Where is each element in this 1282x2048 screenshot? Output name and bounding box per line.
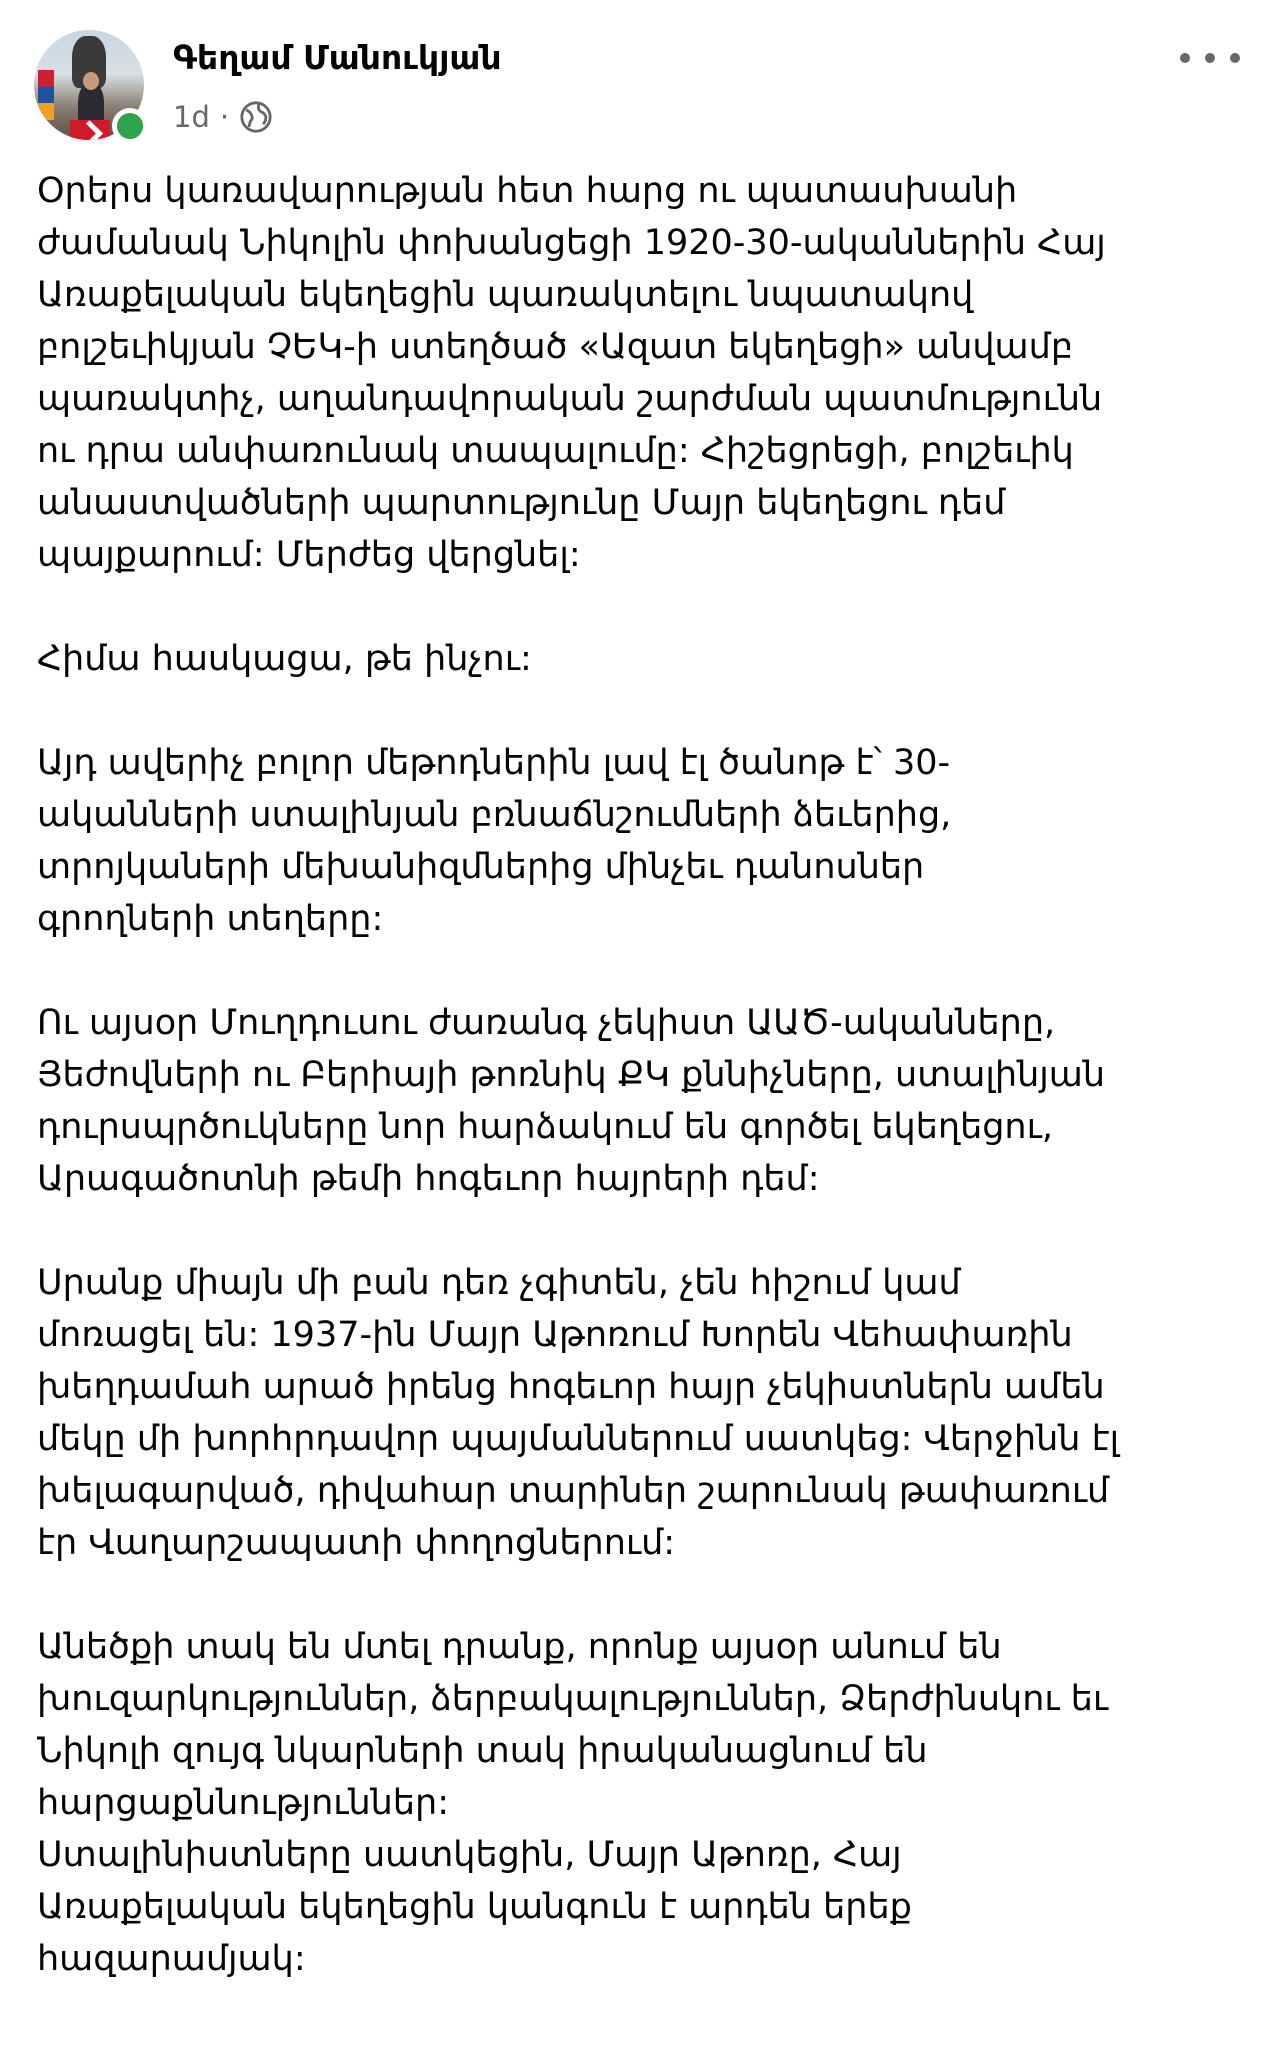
paragraph-1 [37,165,1257,581]
text-line: ու դրա անփառունակ տապալումը: Հիշեցրեցի, բոլշեւիկ [37,431,1074,471]
text-line: Ստալինիստները սատկեցին, Մայր Աթոռը, Հայ [37,1835,902,1875]
paragraph-5 [37,1257,1257,1569]
paragraph-2 [37,633,1257,685]
text-line: մոռացել են: 1937-ին Մայր Աթոռում Խորեն Վեհափառին [37,1315,1073,1355]
text-line: խեղդամահ արած իրենց հոգեւոր հայր չեկիստներն ամեն [37,1367,1105,1407]
person-head-shape [83,72,99,90]
text-line: էր Վաղարշապատի փողոցներում: [37,1523,676,1563]
text-line: Նիկոլի զույգ նկարների տակ իրականացնում են [37,1731,928,1771]
text-line: գրողների տեղերը: [37,899,384,939]
more-dot [1230,53,1240,63]
text-line: հարցաքննություններ: [37,1783,450,1823]
post-header [0,0,1282,150]
text-line: Արագածոտնի թեմի հոգեւոր հայրերի դեմ: [37,1159,820,1199]
text-line: պայքարում: Մերժեց վերցնել: [37,535,581,575]
more-dot [1180,53,1190,63]
text-line: Յեժովների ու Բերիայի թոռնիկ ՔԿ քննիչները, ստալինյան [37,1055,1106,1095]
paragraph-6 [37,1621,1257,1985]
flag-shape [38,70,54,120]
text-line: Սրանք միայն մի բան դեռ չգիտեն, չեն հիշում կամ [37,1263,961,1303]
meta-separator: · [219,100,230,134]
post-meta [173,97,273,137]
text-line: ականների ստալինյան բռնաճնշումների ձեւերից, [37,795,952,835]
text-line: Անեծքի տակ են մտել դրանք, որոնք այսօր անում են [37,1627,1002,1667]
text-line: մեկը մի խորհրդավոր պայմաններում սատկեց: Վերջինն էլ [37,1419,1120,1459]
text-line: բոլշեւիկյան ՉԵԿ-ի ստեղծած «Ազատ եկեղեցի» անվամբ [37,327,1074,367]
post-time[interactable]: 1d [173,100,210,134]
text-line: Առաքելական եկեղեցին կանգուն է արդեն երեք [37,1887,912,1927]
text-line: խելագարված, դիվահար տարիներ շարունակ թափառում [37,1471,1110,1511]
text-line: պառակտիչ, աղանդավորական շարժման պատմությունն [37,379,1103,419]
text-line: խուզարկություններ, ձերբակալություններ, Ձերժինսկու եւ [37,1679,1109,1719]
text-line: անաստվածների պարտությունը Մայր եկեղեցու դեմ [37,483,1006,523]
text-line: Առաքելական եկեղեցին պառակտելու նպատակով [37,275,974,315]
paragraph-3 [37,737,1257,945]
more-options-icon[interactable] [1180,38,1240,78]
text-line: Օրերս կառավարության հետ հարց ու պատասխանի [37,171,1018,211]
globe-icon[interactable] [239,100,273,134]
text-line: դուրսպրծուկները նոր հարձակում են գործել եկեղեցու, [37,1107,1053,1147]
text-line: Այդ ավերիչ բոլոր մեթոդներին լավ էլ ծանոթ է՝ 30- [37,743,951,783]
text-line: Հիմա հասկացա, թե ինչու: [37,639,532,679]
more-dot [1205,53,1215,63]
post-body [37,165,1257,1985]
online-status-dot [112,108,148,144]
text-line: Ու այսօր Մուղդուսու ժառանգ չեկիստ ԱԱԾ-ականները, [37,1003,1056,1043]
text-line: տրոյկաների մեխանիզմներից մինչեւ դանոսներ [37,847,925,887]
text-line: հազարամյակ: [37,1939,306,1979]
paragraph-4 [37,997,1257,1205]
text-line: ժամանակ Նիկոլին փոխանցեցի 1920-30-ականներին Հայ [37,223,1106,263]
author-name[interactable]: Գեղամ Մանուկյան [173,38,502,77]
